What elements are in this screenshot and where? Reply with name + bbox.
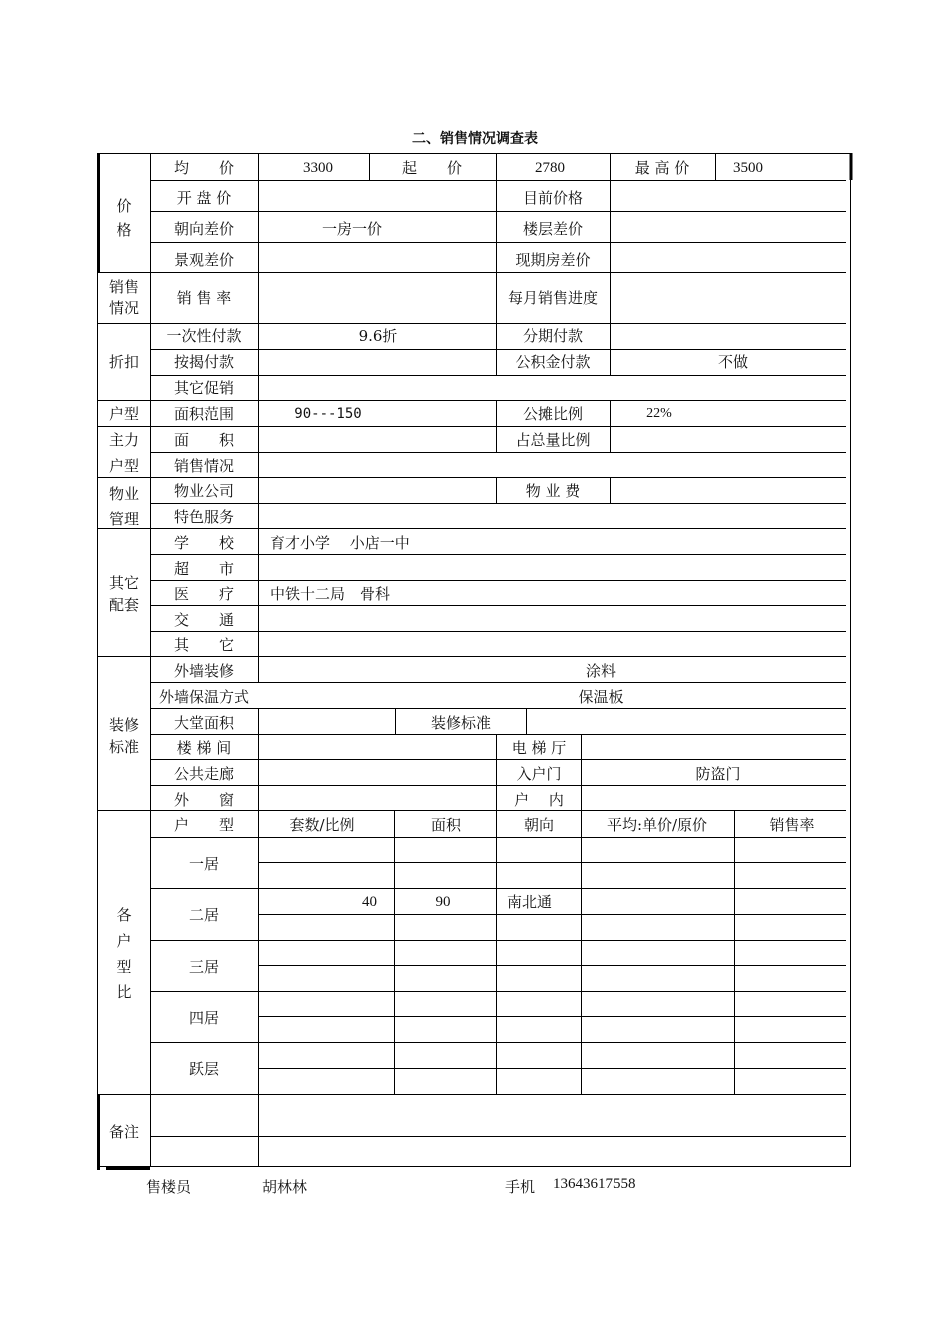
ratio-row-count: 40 [362,894,377,910]
special-service-label: 特色服务 [173,508,235,526]
decoration-standard-label: 装修标准 [430,714,492,732]
floor-diff-label: 楼层差价 [522,220,584,238]
view-diff-label: 景观差价 [173,251,235,269]
ratio-row-type: 三居 [188,958,220,976]
seller-name: 胡林林 [262,1178,308,1196]
market-label: 超 市 [173,560,235,578]
orientation-diff-label: 朝向差价 [173,220,235,238]
wall-finish-value: 涂料 [585,662,617,680]
ratio-row-orientation: 南北通 [507,893,553,911]
section-discount-label: 折扣 [108,353,140,371]
insulation-value: 保温板 [578,688,624,706]
ready-diff-label: 现期房差价 [515,251,591,269]
section-sales-label: 销售情况 [108,278,139,317]
insulation-label: 外墙保温方式 [158,688,250,706]
section-unit-label: 户型 [108,405,140,423]
indoor-label: 户 内 [514,791,564,809]
ratio-row-type: 跃层 [188,1060,220,1078]
section-ratio-label-4: 比 [116,983,132,1001]
start-price-value: 2780 [535,160,565,176]
lump-sum-label: 一次性付款 [166,327,242,345]
mortgage-label: 按揭付款 [173,353,235,371]
section-facilities-label: 其它配套 [108,574,139,614]
provident-fund-label: 公积金付款 [515,353,591,371]
wall-finish-label: 外墙装修 [173,662,235,680]
section-property-label: 物业管理 [108,485,139,528]
section-price-label: 价格 [116,197,132,239]
avg-price-value: 3300 [303,160,333,176]
traffic-label: 交 通 [173,611,235,629]
area-range-label: 面积范围 [173,405,235,423]
public-corridor-label: 公共走廊 [173,765,235,783]
start-price-label: 起 价 [401,159,463,177]
area-label: 面 积 [173,431,235,449]
school-label: 学 校 [173,534,235,552]
current-price-label: 目前价格 [522,189,584,207]
section-ratio-label-1: 各 [116,906,132,924]
ratio-row-type: 二居 [188,906,220,924]
remark-label: 备注 [108,1123,140,1141]
installment-label: 分期付款 [522,327,584,345]
phone-number: 13643617558 [553,1176,636,1192]
ratio-header-type: 户 型 [173,816,235,834]
max-price-value: 3500 [733,160,763,176]
section-ratio-label-2: 户 [116,932,132,950]
share-ratio-label: 公摊比例 [522,405,584,423]
window-label: 外 窗 [173,791,235,809]
monthly-progress-label: 每月销售进度 [507,289,599,307]
other-promo-label: 其它促销 [173,379,235,397]
ratio-header-price: 平均:单价/原价 [606,816,708,834]
other-facility-label: 其 它 [173,636,235,654]
avg-price-label: 均 价 [173,159,235,177]
ratio-header-sales-rate: 销售率 [769,816,815,834]
property-company-label: 物业公司 [173,482,235,500]
page-title: 二、销售情况调查表 [412,131,538,147]
entry-door-value: 防盗门 [695,765,741,783]
orientation-diff-value: 一房一价 [321,220,383,238]
seller-label: 售楼员 [146,1178,192,1196]
area-range-value: 90---150 [294,406,362,422]
unit-sales-label: 销售情况 [173,457,235,475]
section-decoration-label: 装修标准 [108,716,139,756]
opening-price-label: 开 盘 价 [176,189,232,207]
elevator-hall-label: 电 梯 厅 [511,739,567,757]
share-ratio-value: 22% [646,406,672,421]
ratio-row-area: 90 [435,894,451,910]
ratio-row-type: 四居 [188,1009,220,1027]
medical-value: 中铁十二局 骨科 [270,585,391,603]
lobby-area-label: 大堂面积 [173,714,235,732]
phone-label: 手机 [505,1178,536,1196]
section-ratio-label-3: 型 [116,958,132,976]
sales-rate-label: 销 售 率 [176,289,232,307]
provident-fund-value: 不做 [717,353,749,371]
max-price-label: 最 高 价 [634,159,690,177]
property-fee-label: 物 业 费 [525,482,581,500]
ratio-header-count: 套数/比例 [289,816,355,834]
section-unit-label-2: 户型 [108,457,140,475]
stairwell-label: 楼 梯 间 [176,739,232,757]
school-value: 育才小学 小店一中 [270,534,410,552]
section-main-label: 主力 [108,431,140,449]
ratio-header-orientation: 朝向 [523,816,555,834]
lump-sum-value: 9.6折 [358,327,398,345]
total-ratio-label: 占总量比例 [515,431,591,449]
medical-label: 医 疗 [173,585,235,603]
ratio-row-type: 一居 [188,855,220,873]
ratio-header-area: 面积 [430,816,462,834]
entry-door-label: 入户门 [516,765,562,783]
